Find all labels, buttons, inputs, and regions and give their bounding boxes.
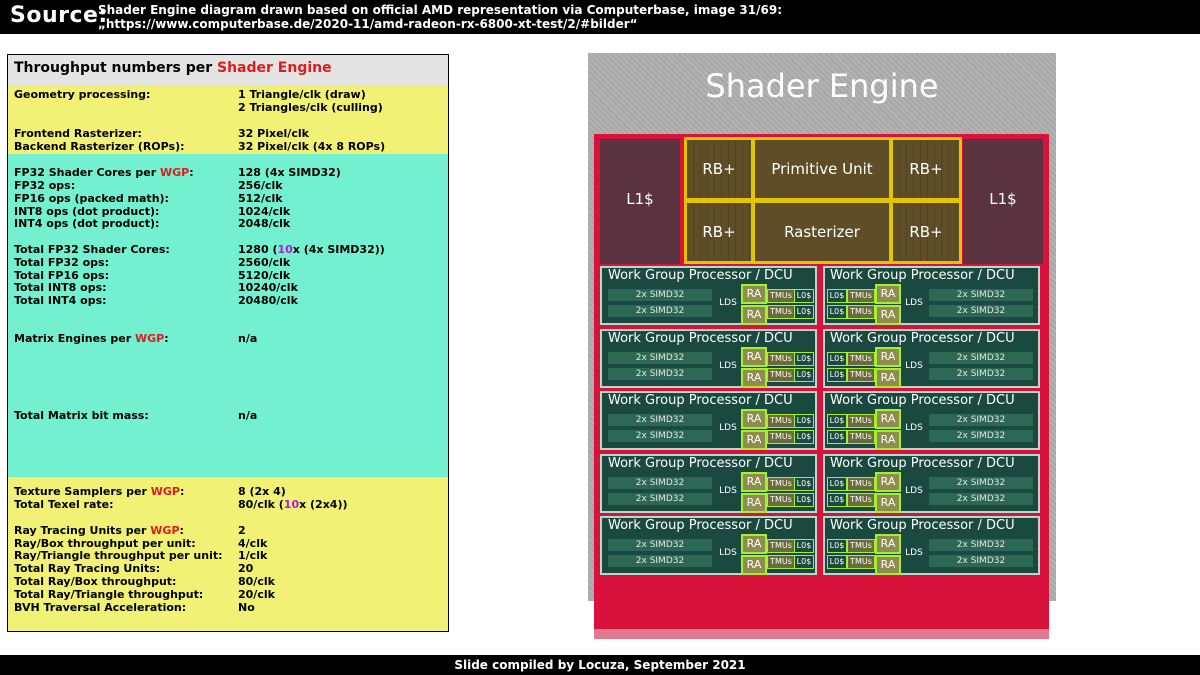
source-label: Source: [10, 3, 108, 28]
primitive-unit: Primitive Unit [755, 140, 889, 198]
table-row: Total Matrix bit mass: n/a [14, 409, 258, 422]
wgp-title: Work Group Processor / DCU [830, 393, 1015, 408]
lds-unit: LDS [719, 298, 737, 308]
simd-unit: 2x SIMD32 [608, 477, 712, 489]
lds-unit: LDS [905, 548, 923, 558]
tmu-unit: TMUs [847, 493, 875, 507]
l0-cache: L0$ [827, 368, 847, 382]
table-title-highlight: Shader Engine [217, 60, 332, 76]
l0-cache: L0$ [827, 430, 847, 444]
l0-cache: L0$ [827, 493, 847, 507]
simd-unit: 2x SIMD32 [929, 352, 1033, 364]
lds-unit: LDS [719, 486, 737, 496]
wgp-title: Work Group Processor / DCU [608, 268, 793, 283]
simd-unit: 2x SIMD32 [608, 305, 712, 317]
simd-unit: 2x SIMD32 [929, 414, 1033, 426]
tmu-unit: TMUs [767, 305, 795, 319]
ra-unit: RA [875, 430, 901, 450]
table-row: Total FP16 ops: 5120/clk [14, 269, 291, 282]
wgp-block [823, 391, 1040, 450]
source-line-2: „https://www.computerbase.de/2020-11/amd-radeon-rx-6800-xt-test/2/#bilder“ [98, 17, 638, 31]
simd-unit: 2x SIMD32 [608, 289, 712, 301]
shader-engine-bottom-strip [594, 629, 1049, 639]
simd-unit: 2x SIMD32 [608, 414, 712, 426]
simd-unit: 2x SIMD32 [929, 430, 1033, 442]
l1-cache-right: L1$ [963, 139, 1043, 264]
l0-cache: L0$ [827, 477, 847, 491]
ra-unit: RA [875, 555, 901, 575]
shader-engine-title: Shader Engine [705, 67, 939, 105]
l0-cache: L0$ [794, 493, 814, 507]
table-row: Total FP32 ops: 2560/clk [14, 256, 291, 269]
l0-cache: L0$ [794, 305, 814, 319]
table-row: Total Texel rate: 80/clk (10x (2x4)) [14, 498, 348, 511]
rb-plus-bottom-right: RB+ [893, 203, 959, 261]
simd-unit: 2x SIMD32 [929, 305, 1033, 317]
l0-cache: L0$ [827, 305, 847, 319]
l0-cache: L0$ [794, 368, 814, 382]
tmu-unit: TMUs [767, 430, 795, 444]
table-row: INT8 ops (dot product): 1024/clk [14, 205, 291, 218]
table-row: Total FP32 Shader Cores: 1280 (10x (4x SIMD32)) [14, 243, 385, 256]
wgp-block [823, 516, 1040, 575]
simd-unit: 2x SIMD32 [929, 289, 1033, 301]
tmu-unit: TMUs [767, 414, 795, 428]
wgp-title: Work Group Processor / DCU [608, 518, 793, 533]
tmu-unit: TMUs [767, 368, 795, 382]
ra-unit: RA [741, 534, 767, 554]
tmu-unit: TMUs [847, 352, 875, 366]
source-header [0, 0, 1200, 34]
table-row: Frontend Rasterizer: 32 Pixel/clk [14, 127, 309, 140]
table-row: FP16 ops (packed math): 512/clk [14, 192, 283, 205]
ra-unit: RA [741, 409, 767, 429]
table-row: Texture Samplers per WGP: 8 (2x 4) [14, 485, 286, 498]
table-row: Matrix Engines per WGP: n/a [14, 332, 258, 345]
l0-cache: L0$ [827, 414, 847, 428]
wgp-title: Work Group Processor / DCU [830, 268, 1015, 283]
wgp-block [823, 454, 1040, 513]
ra-unit: RA [741, 472, 767, 492]
ra-unit: RA [875, 305, 901, 325]
tmu-unit: TMUs [767, 555, 795, 569]
tmu-unit: TMUs [847, 539, 875, 553]
simd-unit: 2x SIMD32 [929, 555, 1033, 567]
lds-unit: LDS [719, 548, 737, 558]
ra-unit: RA [875, 472, 901, 492]
l0-cache: L0$ [827, 539, 847, 553]
table-row: Total INT8 ops: 10240/clk [14, 281, 298, 294]
l1-cache-left: L1$ [600, 139, 680, 264]
source-line-1: Shader Engine diagram drawn based on official AMD representation via Computerbase, image 31/69: [98, 3, 782, 17]
l0-cache: L0$ [794, 555, 814, 569]
tmu-unit: TMUs [767, 477, 795, 491]
table-row: INT4 ops (dot product): 2048/clk [14, 217, 291, 230]
tmu-unit: TMUs [847, 477, 875, 491]
simd-unit: 2x SIMD32 [608, 493, 712, 505]
wgp-title: Work Group Processor / DCU [830, 456, 1015, 471]
table-row: BVH Traversal Acceleration: No [14, 601, 255, 614]
l0-cache: L0$ [794, 352, 814, 366]
l0-cache: L0$ [827, 352, 847, 366]
wgp-block [823, 329, 1040, 388]
table-row: Total Ray/Box throughput: 80/clk [14, 575, 275, 588]
l0-cache: L0$ [794, 477, 814, 491]
table-row: FP32 Shader Cores per WGP: 128 (4x SIMD32) [14, 166, 341, 179]
table-row: Ray Tracing Units per WGP: 2 [14, 524, 246, 537]
ra-unit: RA [741, 347, 767, 367]
table-row: FP32 ops: 256/clk [14, 179, 283, 192]
shader-engine-diagram [588, 53, 1056, 601]
lds-unit: LDS [719, 361, 737, 371]
wgp-block [823, 266, 1040, 325]
rasterizer: Rasterizer [755, 203, 889, 261]
rb-plus-top-right: RB+ [893, 140, 959, 198]
wgp-title: Work Group Processor / DCU [608, 393, 793, 408]
tmu-unit: TMUs [767, 539, 795, 553]
l0-cache: L0$ [794, 430, 814, 444]
wgp-block [600, 516, 817, 575]
ra-unit: RA [875, 534, 901, 554]
table-row: Geometry processing: 1 Triangle/clk (draw) [14, 88, 366, 101]
table-row: Total Ray Tracing Units: 20 [14, 562, 254, 575]
wgp-title: Work Group Processor / DCU [830, 331, 1015, 346]
ra-unit: RA [741, 555, 767, 575]
table-row: Ray/Triangle throughput per unit: 1/clk [14, 549, 268, 562]
tmu-unit: TMUs [847, 289, 875, 303]
table-row: Total INT4 ops: 20480/clk [14, 294, 298, 307]
wgp-title: Work Group Processor / DCU [830, 518, 1015, 533]
tmu-unit: TMUs [847, 430, 875, 444]
simd-unit: 2x SIMD32 [608, 555, 712, 567]
rb-plus-bottom-left: RB+ [687, 203, 751, 261]
wgp-title: Work Group Processor / DCU [608, 331, 793, 346]
ra-unit: RA [875, 347, 901, 367]
simd-unit: 2x SIMD32 [608, 352, 712, 364]
wgp-block [600, 454, 817, 513]
tmu-unit: TMUs [767, 493, 795, 507]
simd-unit: 2x SIMD32 [929, 539, 1033, 551]
tmu-unit: TMUs [767, 352, 795, 366]
tmu-unit: TMUs [847, 414, 875, 428]
ra-unit: RA [741, 430, 767, 450]
table-row: Backend Rasterizer (ROPs): 32 Pixel/clk (4x 8 ROPs) [14, 140, 386, 153]
ra-unit: RA [741, 493, 767, 513]
ra-unit: RA [741, 284, 767, 304]
ra-unit: RA [741, 305, 767, 325]
frontend-block [684, 137, 962, 264]
table-row: Ray/Box throughput per unit: 4/clk [14, 537, 268, 550]
table-title-prefix: Throughput numbers per [14, 60, 217, 76]
wgp-block [600, 329, 817, 388]
lds-unit: LDS [905, 361, 923, 371]
lds-unit: LDS [905, 486, 923, 496]
table-title [8, 55, 448, 86]
ra-unit: RA [875, 368, 901, 388]
wgp-title: Work Group Processor / DCU [608, 456, 793, 471]
lds-unit: LDS [905, 298, 923, 308]
shader-engine-block [594, 134, 1049, 639]
tmu-unit: TMUs [847, 305, 875, 319]
l0-cache: L0$ [827, 289, 847, 303]
footer-credit: Slide compiled by Locuza, September 2021 [0, 655, 1200, 675]
l0-cache: L0$ [794, 289, 814, 303]
lds-unit: LDS [905, 423, 923, 433]
l0-cache: L0$ [794, 414, 814, 428]
l0-cache: L0$ [794, 539, 814, 553]
simd-unit: 2x SIMD32 [608, 430, 712, 442]
wgp-block [600, 266, 817, 325]
ra-unit: RA [741, 368, 767, 388]
lds-unit: LDS [719, 423, 737, 433]
wgp-block [600, 391, 817, 450]
tmu-unit: TMUs [767, 289, 795, 303]
ra-unit: RA [875, 409, 901, 429]
simd-unit: 2x SIMD32 [608, 539, 712, 551]
tmu-unit: TMUs [847, 368, 875, 382]
simd-unit: 2x SIMD32 [929, 493, 1033, 505]
simd-unit: 2x SIMD32 [608, 368, 712, 380]
l0-cache: L0$ [827, 555, 847, 569]
simd-unit: 2x SIMD32 [929, 477, 1033, 489]
rb-plus-top-left: RB+ [687, 140, 751, 198]
table-row: Total Ray/Triangle throughput: 20/clk [14, 588, 275, 601]
tmu-unit: TMUs [847, 555, 875, 569]
ra-unit: RA [875, 284, 901, 304]
ra-unit: RA [875, 493, 901, 513]
throughput-table: Throughput numbers per Shader Engine Geometry processing: 1 Triangle/clk (draw) 2 Triangles/clk (culling) Frontend Rasterizer: 32 Pixel/clk Backend Rasterizer (ROPs): 32 Pixel/clk (4x 8 ROPs) FP32 Shader Cores per WGP: 128 (4x SIMD32) FP32 ops: 256/clk FP16 ops (packed math): 512/clk INT8 ops (dot product): 1024/clk INT4 ops (dot product): 2048/clk Total FP32 Shader Cores: 1280 (10x (4x SIMD32)) Total FP32 ops: 2560/clk Total FP16 ops: 5120/clk Total INT8 ops: 10240/clk Total INT4 ops: 20480/clk Matrix Engines per WGP: n/a Total Matrix bit mass: n/a Texture Samplers per WGP: 8 (2x 4) Total Texel rate: 80/clk (10x (2x4)) Ray Tracing Units per WGP: 2 Ray/Box throughput per unit: 4/clk Ray/Triangle throughput per unit: 1/clk Total Ray Tracing Units: 20 Total Ray/Box throughput: 80/clk Total Ray/Triangle throughput: 20/clk BVH Traversal Acceleration: No [7, 54, 449, 632]
simd-unit: 2x SIMD32 [929, 368, 1033, 380]
